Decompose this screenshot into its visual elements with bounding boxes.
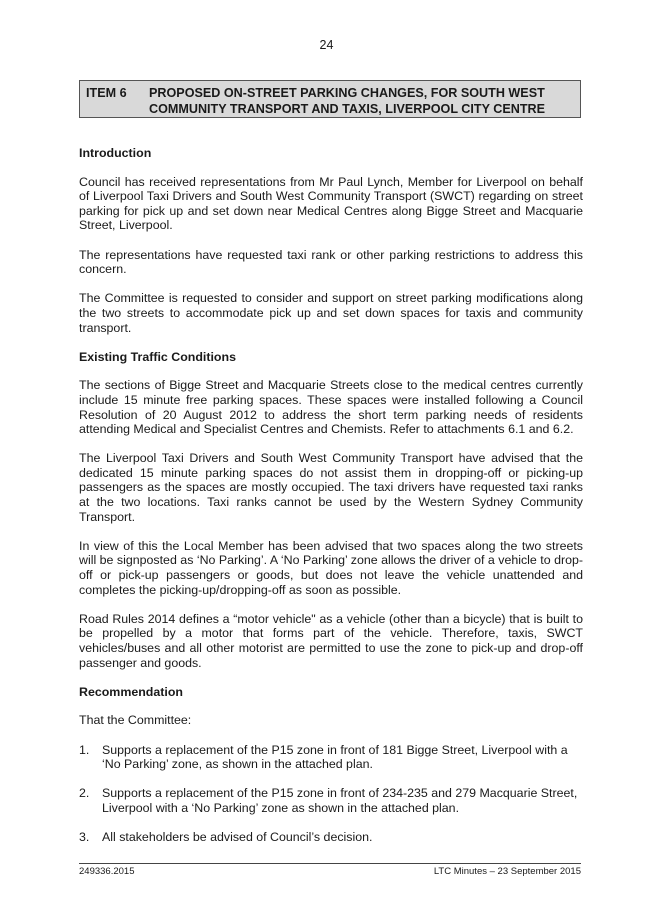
recommendation-number: 2. xyxy=(79,786,90,801)
introduction-paragraph: The representations have requested taxi rank or other parking restrictions to address this concern. xyxy=(79,247,583,277)
existing-conditions-heading: Existing Traffic Conditions xyxy=(79,349,236,364)
introduction-heading: Introduction xyxy=(79,146,152,160)
recommendation-text: Supports a replacement of the P15 zone in front of 181 Bigge Street, Liverpool with a ‘No Parking’ zone, as shown in the attached plan. xyxy=(102,742,568,772)
recommendation-text: Supports a replacement of the P15 zone in front of 234-235 and 279 Macquarie Street, Liverpool with a ‘No Parking’ zone as shown in the attached plan. xyxy=(102,786,578,815)
existing-conditions-paragraph: Road Rules 2014 defines a “motor vehicle" as a vehicle (other than a bicycle) that is built to be propelled by a motor that forms part of the vehicle. Therefore, taxis, SWCT vehicles/buses and all other motorist are permitted to use the zone to pick-up and drop-off passenger and goods. xyxy=(79,611,583,670)
recommendation-item xyxy=(79,743,583,772)
recommendation-item xyxy=(79,830,583,845)
item-header-row-2 xyxy=(86,101,574,117)
introduction-paragraph: Council has received representations from Mr Paul Lynch, Member for Liverpool on behalf of Liverpool Taxi Drivers and South West Community Transport (SWCT) regarding on street parking for pick up and set down near Medical Centres along Bigge Street and Macquarie Street, Liverpool. xyxy=(79,174,583,233)
item-label: ITEM 6 xyxy=(86,86,127,100)
page-number: 24 xyxy=(319,38,334,52)
item-label-spacer xyxy=(86,101,149,117)
recommendation-heading: Recommendation xyxy=(79,684,183,699)
footer-minutes-date: LTC Minutes – 23 September 2015 xyxy=(433,866,581,877)
recommendation-intro: That the Committee: xyxy=(79,713,192,728)
recommendation-item xyxy=(79,786,583,815)
document-body xyxy=(79,146,583,859)
item-title-line-2: COMMUNITY TRANSPORT AND TAXIS, LIVERPOOL CITY CENTRE xyxy=(149,102,546,116)
recommendation-text: All stakeholders be advised of Council’s decision. xyxy=(102,830,373,845)
recommendation-list xyxy=(79,743,583,845)
existing-conditions-paragraph: The sections of Bigge Street and Macquarie Streets close to the medical centres currently include 15 minute free parking spaces. These spaces were installed following a Council Resolution of 20 August 2012 to address the short term parking needs of residents attending Medical and Specialist Centres and Chemists. Refer to attachments 6.1 and 6.2. xyxy=(79,378,583,437)
recommendation-number: 3. xyxy=(79,830,90,845)
recommendation-number: 1. xyxy=(79,742,90,757)
footer-document-number: 249336.2015 xyxy=(79,866,135,877)
introduction-paragraph: The Committee is requested to consider and support on street parking modifications along the two streets to accommodate pick up and set down spaces for taxis and community transport. xyxy=(79,291,583,335)
footer-divider xyxy=(79,863,581,864)
item-title-line-1: PROPOSED ON-STREET PARKING CHANGES, FOR SOUTH WEST xyxy=(149,86,545,100)
item-header-box xyxy=(79,80,581,118)
item-header-row-1 xyxy=(86,85,574,101)
existing-conditions-paragraph: The Liverpool Taxi Drivers and South West Community Transport have advised that the dedicated 15 minute parking spaces do not assist them in dropping-off or picking-up passengers as the spaces are mostly occupied. The taxi drivers have requested taxi ranks at the two locations. Taxi ranks cannot be used by the Western Sydney Community Transport. xyxy=(79,451,583,524)
existing-conditions-paragraph: In view of this the Local Member has been advised that two spaces along the two streets will be signposted as ‘No Parking’. A ‘No Parking’ zone allows the driver of a vehicle to drop-off or pick-up passengers or goods, but does not leave the vehicle unattended and completes the picking-up/dropping-off as soon as possible. xyxy=(79,538,583,597)
